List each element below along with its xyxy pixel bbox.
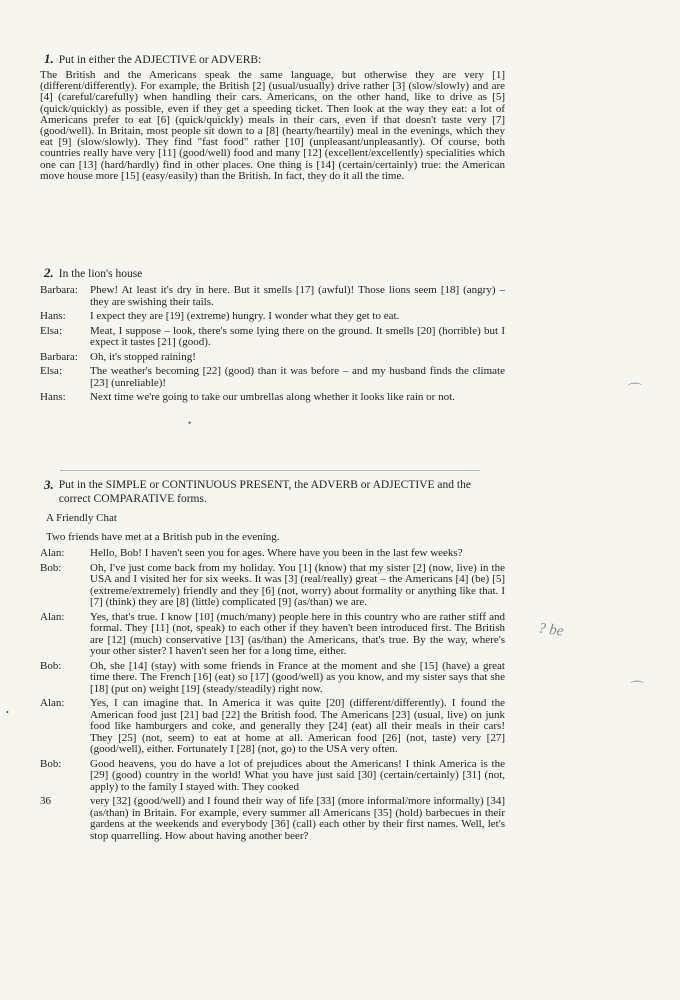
margin-scratch-mark: ⌒: [628, 384, 642, 399]
exercise-1-text: The British and the Americans speak the same language, but otherwise they are very [1] (different/differently). For example, the British [2] (usual/usually) drive rather [3] (slow/slowly) and are [4] (careful/carefully) when handling their cars. Americans, on the other hand, like to drive as [5] (quick/quickly) as possible, even if they get a speeding ticket. Then look at the way they eat: a lot of Americans prefer to eat [6] (quick/quickly) meals in their cars, even if that doesn't taste very [7] (good/well). In Britain, most people sit down to a [8] (hearty/heartily) meal in the evenings, which they eat [9] (slow/slowly). They find "fast food" rather [10] (unpleasant/unpleasantly). Of course, both countries really have very [11] (good/well) food and many [12] (excellent/excellently) specialities which one can [13] (hard/hardly) find in other places. One thing is [14] (certain/certainly) true: the American move house more [15] (easy/easily) than the British. In fact, they do it all the time.: [40, 69, 505, 182]
dialogue-text: Oh, she [14] (stay) with some friends in France at the moment and she [15] (have) a great time there. The French [16] (eat) so [17] (good/well) as you know, and my sister says that she [18] (put on) weight [19] (steady/steadily) right now.: [90, 659, 505, 695]
exercise-3: [40, 478, 505, 845]
speaker-name: Hans:: [40, 391, 66, 403]
ink-dot: •: [188, 418, 192, 428]
dialogue-text: Meat, I suppose – look, there's some lying there on the ground. It smells [20] (horrible) but I expect it tastes [21] (good).: [90, 324, 505, 348]
exercise-1-header: [44, 52, 505, 67]
speaker-name: Bob:: [40, 561, 62, 574]
dialogue-text: Good heavens, you do have a lot of prejudices about the Americans! I think America is the [29] (good) country in the world! What you have just said [30] (certain/certainly) [31] (not, apply) to the family I stayed with. They cooked: [90, 757, 505, 793]
speaker-name: Elsa:: [40, 365, 62, 377]
dialogue-line: [40, 392, 505, 404]
dialogue-text: Oh, I've just come back from my holiday. You [1] (know) that my sister [2] (now, live) in the USA and I visited her for six weeks. It was [3] (real/really) great – the Americans [4] (be) [5] (extreme/extremely) friendly and they [6] (not, worry) about formality or anything like that. I [7] (think) they are [8] (little) complicated [9] (as/than) we are.: [90, 561, 505, 608]
exercise-2: [40, 266, 505, 407]
dialogue-text: Oh, it's stopped raining!: [90, 350, 196, 363]
speaker-name: Alan:: [40, 610, 65, 623]
speaker-name: Bob:: [40, 757, 62, 770]
dialogue-line: [40, 759, 505, 794]
dialogue-text: Next time we're going to take our umbrellas along whether it looks like rain or not.: [90, 391, 455, 403]
dialogue-line: [40, 548, 505, 560]
dialogue-line: [40, 796, 505, 842]
divider-rule: [60, 470, 480, 471]
handwritten-margin-note: ? be: [537, 620, 565, 640]
dialogue-line: [40, 285, 505, 308]
speaker-name: Alan:: [40, 697, 65, 709]
dialogue-text: very [32] (good/well) and I found their way of life [33] (more informal/more informally) [34] (as/than) in Britain. For example, every summer all Americans [35] (hold) barbecues in their gardens at the weekends and everybody [36] (call) each other by their first names. Well, let's stop quarrelling. How about having another beer?: [90, 795, 505, 842]
exercise-3-number: 3.: [44, 477, 54, 492]
dialogue-line: [40, 698, 505, 756]
dialogue-text: The weather's becoming [22] (good) than it was before – and my husband finds the climate [23] (unreliable)!: [90, 365, 505, 389]
speaker-name: Barbara:: [40, 284, 78, 296]
exercise-1: [40, 52, 505, 182]
exercise-3-instruction: Put in the SIMPLE or CONTINUOUS PRESENT, the ADVERB or ADJECTIVE and the correct COMPARATIVE forms.: [58, 479, 471, 505]
speaker-name: Hans:: [40, 310, 66, 322]
dialogue-line: [40, 612, 505, 658]
ink-dot: •: [6, 708, 9, 717]
dialogue-text: Yes, I can imagine that. In America it was quite [20] (different/differently). I found the American food just [21] bad [22] the British food. The Americans [23] (usual, live) on junk food like hamburgers and coke, and generally they [24] (eat) all their meals in their cars! They [25] (not, seem) to eat at home at all. American food [26] (not, taste) very [27] (good/well), either. Fortunately I [28] (not, go) to the USA very often.: [90, 697, 505, 755]
dialogue-line: [40, 311, 505, 323]
speaker-name: Bob:: [40, 659, 62, 672]
dialogue-line: [40, 366, 505, 389]
dialogue-text: Phew! At least it's dry in here. But it smells [17] (awful)! Those lions seem [18] (angry) – they are swishing their tails.: [90, 284, 505, 308]
exercise-3-title: A Friendly Chat: [46, 512, 117, 524]
speaker-name: Barbara:: [40, 350, 78, 363]
exercise-2-title: In the lion's house: [58, 268, 143, 280]
dialogue-line: [40, 352, 505, 364]
exercise-1-instruction: Put in either the ADJECTIVE or ADVERB:: [58, 54, 262, 66]
page-number: 36: [40, 795, 51, 807]
dialogue-line: [40, 661, 505, 696]
exercise-3-intro: Two friends have met at a British pub in the evening.: [46, 531, 280, 543]
exercise-2-dialogue: [40, 285, 505, 404]
exercise-2-header: [44, 266, 505, 281]
exercise-1-number: 1.: [44, 51, 54, 66]
speaker-name: Elsa:: [40, 324, 62, 337]
margin-scratch-mark: ⌒: [630, 682, 644, 697]
dialogue-text: I expect they are [19] (extreme) hungry. I wonder what they get to eat.: [90, 310, 400, 322]
dialogue-line: [40, 563, 505, 609]
exercise-3-header: [44, 478, 505, 506]
exercise-2-number: 2.: [44, 265, 54, 280]
speaker-name: Alan:: [40, 547, 65, 559]
dialogue-line: [40, 326, 505, 349]
dialogue-text: Yes, that's true. I know [10] (much/many) people here in this country who are rather stiff and formal. They [11] (not, speak) to each other if they haven't been introduced first. The British are [12] (much) conservative [13] (as/than) the Americans, that's true. By the way, where's your other sister? I haven't seen her for a long time, either.: [90, 610, 505, 657]
dialogue-text: Hello, Bob! I haven't seen you for ages. Where have you been in the last few weeks?: [90, 547, 463, 559]
exercise-3-dialogue: [40, 548, 505, 842]
